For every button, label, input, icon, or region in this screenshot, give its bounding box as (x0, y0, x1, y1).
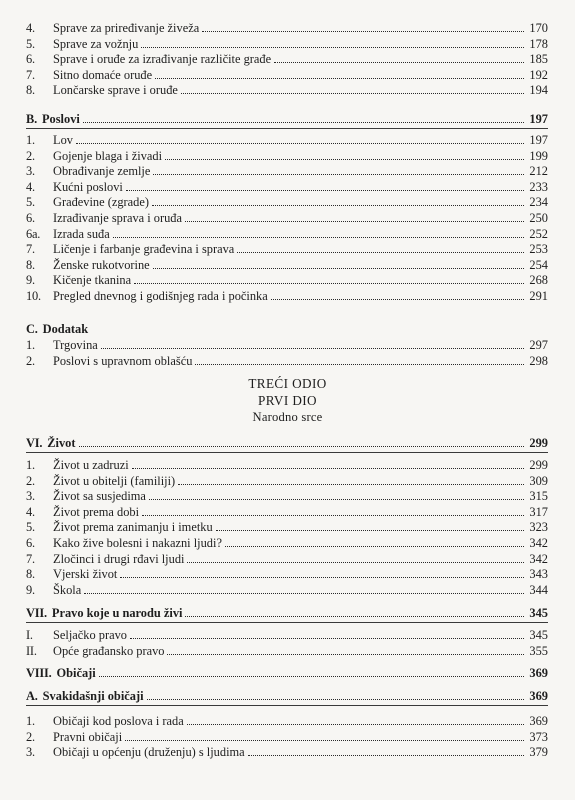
page-number: 342 (529, 536, 548, 550)
entry-title: Pravni običaji (53, 729, 123, 744)
toc-entry[interactable] (26, 256, 548, 272)
page-number: 342 (529, 551, 548, 566)
entry-title: Pravo koje u narodu živi (51, 606, 183, 620)
entry-title: Građevine (zgrade) (53, 195, 149, 210)
section-rule (26, 622, 548, 623)
entry-number: I. (26, 628, 33, 642)
entry-number: 5. (26, 520, 35, 535)
dot-leader (84, 593, 524, 594)
toc-entry[interactable] (26, 626, 548, 642)
entry-title: Sprave za priređivanje živeža (53, 21, 200, 35)
entry-number: 4. (26, 179, 35, 194)
page-number: 253 (529, 242, 548, 257)
page-number: 194 (529, 83, 548, 98)
toc-entry[interactable] (26, 352, 548, 368)
section-heading[interactable] (26, 434, 548, 450)
entry-title: Izrada suđa (53, 226, 110, 241)
entry-number: VIII. (26, 666, 52, 680)
page-number: 379 (529, 745, 548, 760)
entry-title: Život u zadruzi (53, 458, 129, 472)
toc-entry[interactable] (26, 550, 548, 566)
entry-title: Običaji kod poslova i rada (53, 714, 184, 728)
page-number: 343 (529, 567, 548, 582)
dot-leader (185, 221, 524, 222)
dot-leader (202, 31, 524, 32)
entry-title: Kičenje tkanina (53, 273, 132, 288)
dot-leader (142, 515, 524, 516)
entry-title: Sitno domaće oruđe (53, 67, 153, 82)
dot-leader (195, 364, 524, 365)
entry-number: 5. (26, 36, 35, 51)
toc-entry[interactable] (26, 712, 548, 728)
page-number: 212 (529, 164, 548, 179)
dot-leader (178, 484, 524, 485)
page-number: 298 (529, 353, 548, 368)
dot-leader (271, 299, 524, 300)
page-number: 345 (529, 606, 548, 620)
part-name: Narodno srce (252, 410, 323, 424)
toc-entry[interactable] (26, 162, 548, 178)
toc-entry[interactable] (26, 35, 548, 51)
section-rule (26, 452, 548, 453)
entry-title: Gojenje blaga i živadi (53, 148, 163, 163)
page-number: 369 (529, 714, 548, 728)
dot-leader (187, 724, 524, 725)
dot-leader (125, 740, 524, 741)
dot-leader (126, 190, 524, 191)
section-heading[interactable] (26, 320, 548, 336)
toc-entry[interactable] (26, 66, 548, 82)
entry-title: Kako žive bolesni i nakazni ljudi? (53, 536, 222, 550)
entry-title: Opće građansko pravo (53, 643, 165, 658)
entry-number: 8. (26, 83, 35, 98)
page-number: 297 (529, 338, 548, 352)
dot-leader (113, 237, 524, 238)
entry-number: 4. (26, 21, 35, 35)
page-number: 192 (529, 67, 548, 82)
entry-number: 5. (26, 195, 35, 210)
entry-title: Običaji (56, 666, 96, 680)
entry-number: VII. (26, 606, 47, 620)
entry-title: Trgovina (53, 338, 98, 352)
section-heading[interactable] (26, 604, 548, 620)
entry-title: Običaji u općenju (druženju) s ljudima (53, 745, 245, 760)
entry-title: Lov (53, 133, 73, 147)
toc-entry[interactable] (26, 147, 548, 163)
entry-title: Ženske rukotvorine (53, 257, 150, 272)
dot-leader (76, 143, 524, 144)
page-number: 299 (529, 458, 548, 472)
entry-title: Pregled dnevnog i godišnjeg rada i počinka (53, 289, 268, 303)
toc-entry[interactable] (26, 642, 548, 658)
toc-entry[interactable] (26, 336, 548, 352)
entry-number: 8. (26, 567, 35, 582)
page-number: 317 (529, 504, 548, 519)
dot-leader (120, 577, 524, 578)
dot-leader (132, 468, 524, 469)
toc-entry[interactable] (26, 472, 548, 488)
entry-number: 1. (26, 458, 35, 472)
toc-entry[interactable] (26, 728, 548, 744)
entry-number: 3. (26, 489, 35, 504)
toc-entry[interactable] (26, 456, 548, 472)
dot-leader (181, 93, 524, 94)
entry-number: 1. (26, 714, 35, 728)
dot-leader (83, 122, 524, 123)
entry-number: 7. (26, 242, 35, 257)
entry-title: Poslovi (41, 112, 80, 126)
page-number: 345 (529, 628, 548, 642)
dot-leader (153, 268, 524, 269)
entry-title: Ličenje i farbanje građevina i sprava (53, 242, 235, 257)
toc-entry[interactable] (26, 287, 548, 303)
entry-title: Izrađivanje sprava i oruđa (53, 211, 183, 225)
page-number: 254 (529, 257, 548, 272)
toc-entry[interactable] (26, 581, 548, 597)
toc-entry[interactable] (26, 178, 548, 194)
entry-number: 6. (26, 536, 35, 550)
toc-entry[interactable] (26, 534, 548, 550)
dot-leader (153, 174, 524, 175)
entry-title: Život prema dobi (53, 504, 140, 519)
dot-leader (185, 616, 524, 617)
entry-number: 1. (26, 133, 35, 147)
entry-title: Zločinci i drugi rđavi ljudi (53, 551, 185, 566)
entry-number: 6a. (26, 226, 41, 241)
dot-leader (216, 530, 524, 531)
page-number: 234 (529, 195, 548, 210)
dot-leader (187, 562, 524, 563)
page-number: 369 (529, 689, 548, 703)
entry-number: 1. (26, 338, 35, 352)
dot-leader (99, 676, 524, 677)
entry-title: Poslovi s upravnom oblašću (53, 353, 193, 368)
dot-leader (101, 348, 524, 349)
entry-title: Škola (53, 582, 82, 597)
toc-entry[interactable] (26, 565, 548, 581)
page-number: 373 (529, 729, 548, 744)
section-heading[interactable] (26, 687, 548, 703)
page-number: 185 (529, 52, 548, 67)
section-heading[interactable] (26, 110, 548, 126)
entry-number: 2. (26, 473, 35, 488)
dot-leader (167, 654, 524, 655)
toc-entry[interactable] (26, 271, 548, 287)
page-number: 199 (529, 148, 548, 163)
entry-number: 2. (26, 353, 35, 368)
entry-number: II. (26, 643, 37, 658)
toc-entry[interactable] (26, 50, 548, 66)
entry-number: 7. (26, 67, 35, 82)
toc-entry[interactable] (26, 240, 548, 256)
entry-title: Vjerski život (53, 567, 118, 582)
toc-entry[interactable] (26, 81, 548, 97)
entry-title: Kućni poslovi (53, 179, 123, 194)
part-title: TREĆI ODIO (248, 376, 327, 391)
entry-number: 9. (26, 273, 35, 288)
entry-number: 10. (26, 289, 41, 303)
page-number: 315 (529, 489, 548, 504)
page-number: 178 (529, 36, 548, 51)
toc-entry[interactable] (26, 487, 548, 503)
page-number: 250 (529, 211, 548, 225)
entry-number: 7. (26, 551, 35, 566)
page-number: 170 (529, 21, 548, 35)
entry-title: Život u obitelji (familiji) (53, 473, 176, 488)
toc-entry[interactable] (26, 19, 548, 35)
entry-number: 2. (26, 148, 35, 163)
entry-number: 8. (26, 257, 35, 272)
entry-number: 3. (26, 745, 35, 760)
entry-title: Život prema zanimanju i imetku (53, 520, 213, 535)
dot-leader (274, 62, 524, 63)
dot-leader (248, 755, 524, 756)
page-number: 197 (529, 112, 548, 126)
entry-number: 9. (26, 582, 35, 597)
dot-leader (152, 205, 524, 206)
page-number: 355 (529, 643, 548, 658)
page-number: 252 (529, 226, 548, 241)
entry-number: 6. (26, 52, 35, 67)
toc-entry[interactable] (26, 743, 548, 759)
dot-leader (130, 638, 524, 639)
page-number: 197 (529, 133, 548, 147)
entry-number: 4. (26, 504, 35, 519)
page-number: 369 (529, 666, 548, 680)
entry-title: Dodatak (42, 322, 89, 336)
entry-title: Svakidašnji običaji (42, 689, 144, 703)
toc-entry[interactable] (26, 131, 548, 147)
toc-entry[interactable] (26, 209, 548, 225)
section-rule (26, 705, 548, 706)
entry-number: B. (26, 112, 37, 126)
entry-title: Život sa susjedima (53, 489, 146, 504)
toc-entry[interactable] (26, 503, 548, 519)
entry-number: 6. (26, 211, 35, 225)
page-number: 299 (529, 436, 548, 450)
entry-number: 3. (26, 164, 35, 179)
dot-leader (165, 159, 524, 160)
page-number: 233 (529, 179, 548, 194)
dot-leader (79, 446, 524, 447)
dot-leader (134, 283, 524, 284)
dot-leader (147, 699, 524, 700)
dot-leader (155, 78, 524, 79)
entry-number: C. (26, 322, 38, 336)
section-heading[interactable] (26, 664, 548, 680)
dot-leader (149, 499, 524, 500)
page-number: 323 (529, 520, 548, 535)
page-number: 268 (529, 273, 548, 288)
entry-number: VI. (26, 436, 43, 450)
section-rule (26, 128, 548, 129)
entry-title: Lončarske sprave i oruđe (53, 83, 178, 98)
toc-entry[interactable] (26, 193, 548, 209)
entry-title: Sprave za vožnju (53, 36, 139, 51)
toc-entry[interactable] (26, 518, 548, 534)
entry-title: Život (47, 436, 76, 450)
page-number: 291 (529, 289, 548, 303)
dot-leader (237, 252, 524, 253)
entry-title: Seljačko pravo (53, 628, 127, 642)
part-subtitle: PRVI DIO (258, 393, 317, 408)
page-number: 309 (529, 473, 548, 488)
entry-number: A. (26, 689, 38, 703)
entry-number: 2. (26, 729, 35, 744)
toc-entry[interactable] (26, 225, 548, 241)
entry-title: Sprave i oruđe za izrađivanje različite građe (53, 52, 272, 67)
page-number: 344 (529, 582, 548, 597)
entry-title: Obrađivanje zemlje (53, 164, 151, 179)
dot-leader (225, 546, 524, 547)
dot-leader (141, 47, 524, 48)
